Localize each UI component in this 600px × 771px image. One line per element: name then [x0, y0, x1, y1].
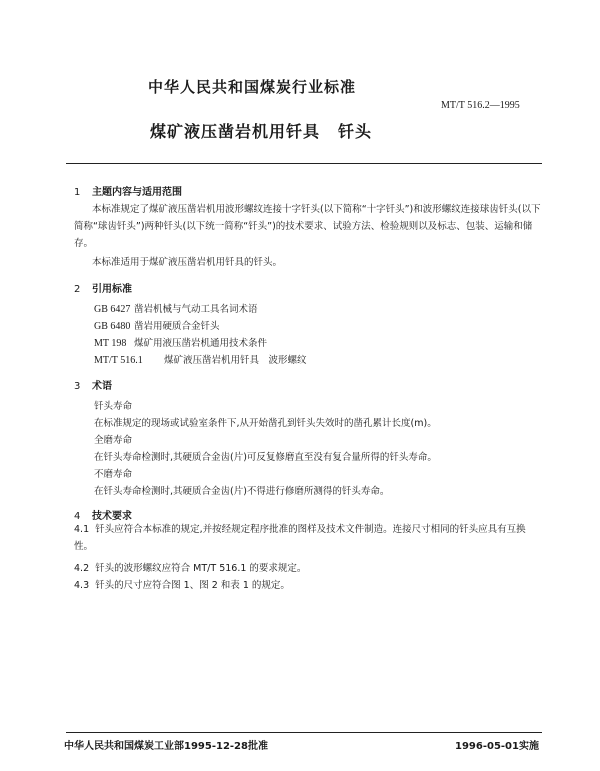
reference-name: 凿岩机械与气动工具名词术语 [134, 304, 258, 315]
requirement-number: 4.2 [74, 563, 90, 574]
reference-item [94, 352, 307, 366]
reference-code: MT/T 516.1 [94, 355, 143, 366]
section-4-heading [74, 507, 132, 522]
section-4-title: 技术要求 [92, 511, 132, 522]
document-title-sub: 钎头 [338, 122, 373, 141]
reference-code: MT 198 [94, 338, 127, 349]
header-divider [66, 163, 542, 164]
term-name: 全磨寿命 [94, 435, 133, 446]
section-1-paragraph-2: 本标准适用于煤矿液压凿岩机用钎具的钎头。 [92, 257, 283, 268]
requirement-text: 钎头应符合本标准的规定,并按经规定程序批准的图样及技术文件制造。连接尺寸相同的钎头应具有互换性。 [74, 524, 526, 552]
term-definition: 在标准规定的现场或试验室条件下,从开始凿孔到钎头失效时的凿孔累计长度(m)。 [94, 418, 437, 429]
requirement-text: 钎头的波形螺纹应符合 MT/T 516.1 的要求规定。 [95, 563, 307, 574]
requirement-number: 4.1 [74, 524, 90, 535]
section-3-number: 3 [74, 381, 81, 392]
requirement-number: 4.3 [74, 580, 90, 591]
document-title-main: 煤矿液压凿岩机用钎具 [150, 122, 321, 141]
standard-type-heading: 中华人民共和国煤炭行业标准 [148, 78, 357, 96]
reference-code: GB 6427 [94, 304, 131, 315]
footer-divider [66, 732, 542, 733]
reference-name: 凿岩用硬质合金钎头 [134, 321, 220, 332]
reference-item [94, 301, 258, 315]
reference-code: GB 6480 [94, 321, 131, 332]
requirement-text: 钎头的尺寸应符合图 1、图 2 和表 1 的规定。 [95, 580, 290, 591]
section-4-number: 4 [74, 511, 81, 522]
term-definition: 在钎头寿命检测时,其硬质合金齿(片)不得进行修磨所测得的钎头寿命。 [94, 486, 390, 497]
requirement-item [74, 560, 306, 574]
section-3-heading [74, 377, 112, 392]
section-1-paragraph-1: 本标准规定了煤矿液压凿岩机用波形螺纹连接十字钎头(以下简称“十字钎头”)和波形螺纹连接球齿钎头(以下简称“球齿钎头”)两种钎头(以下统一简称“钎头”)的技术要求、试验方法、检验规则以及标志、包装、运输和储存。 [74, 204, 541, 249]
standard-code: MT/T 516.2—1995 [441, 100, 520, 111]
requirement-item [74, 577, 290, 591]
requirement-item [74, 521, 542, 555]
section-2-title: 引用标准 [92, 284, 132, 295]
reference-name: 煤矿液压凿岩机用钎具 波形螺纹 [164, 355, 307, 366]
section-1-title: 主题内容与适用范围 [92, 187, 182, 198]
section-1-heading [74, 183, 182, 198]
approval-line: 中华人民共和国煤炭工业部1995-12-28批准 [64, 741, 268, 752]
section-2-number: 2 [74, 284, 81, 295]
reference-item [94, 335, 267, 349]
term-name: 钎头寿命 [94, 401, 133, 412]
term-definition: 在钎头寿命检测时,其硬质合金齿(片)可反复修磨直至没有复合量所得的钎头寿命。 [94, 452, 437, 463]
document-title [150, 119, 372, 142]
section-1-number: 1 [74, 187, 81, 198]
term-name: 不磨寿命 [94, 469, 133, 480]
reference-name: 煤矿用液压凿岩机通用技术条件 [134, 338, 268, 349]
section-3-title: 术语 [92, 381, 112, 392]
implementation-date: 1996-05-01实施 [455, 741, 539, 752]
section-2-heading [74, 280, 132, 295]
reference-item [94, 318, 220, 332]
